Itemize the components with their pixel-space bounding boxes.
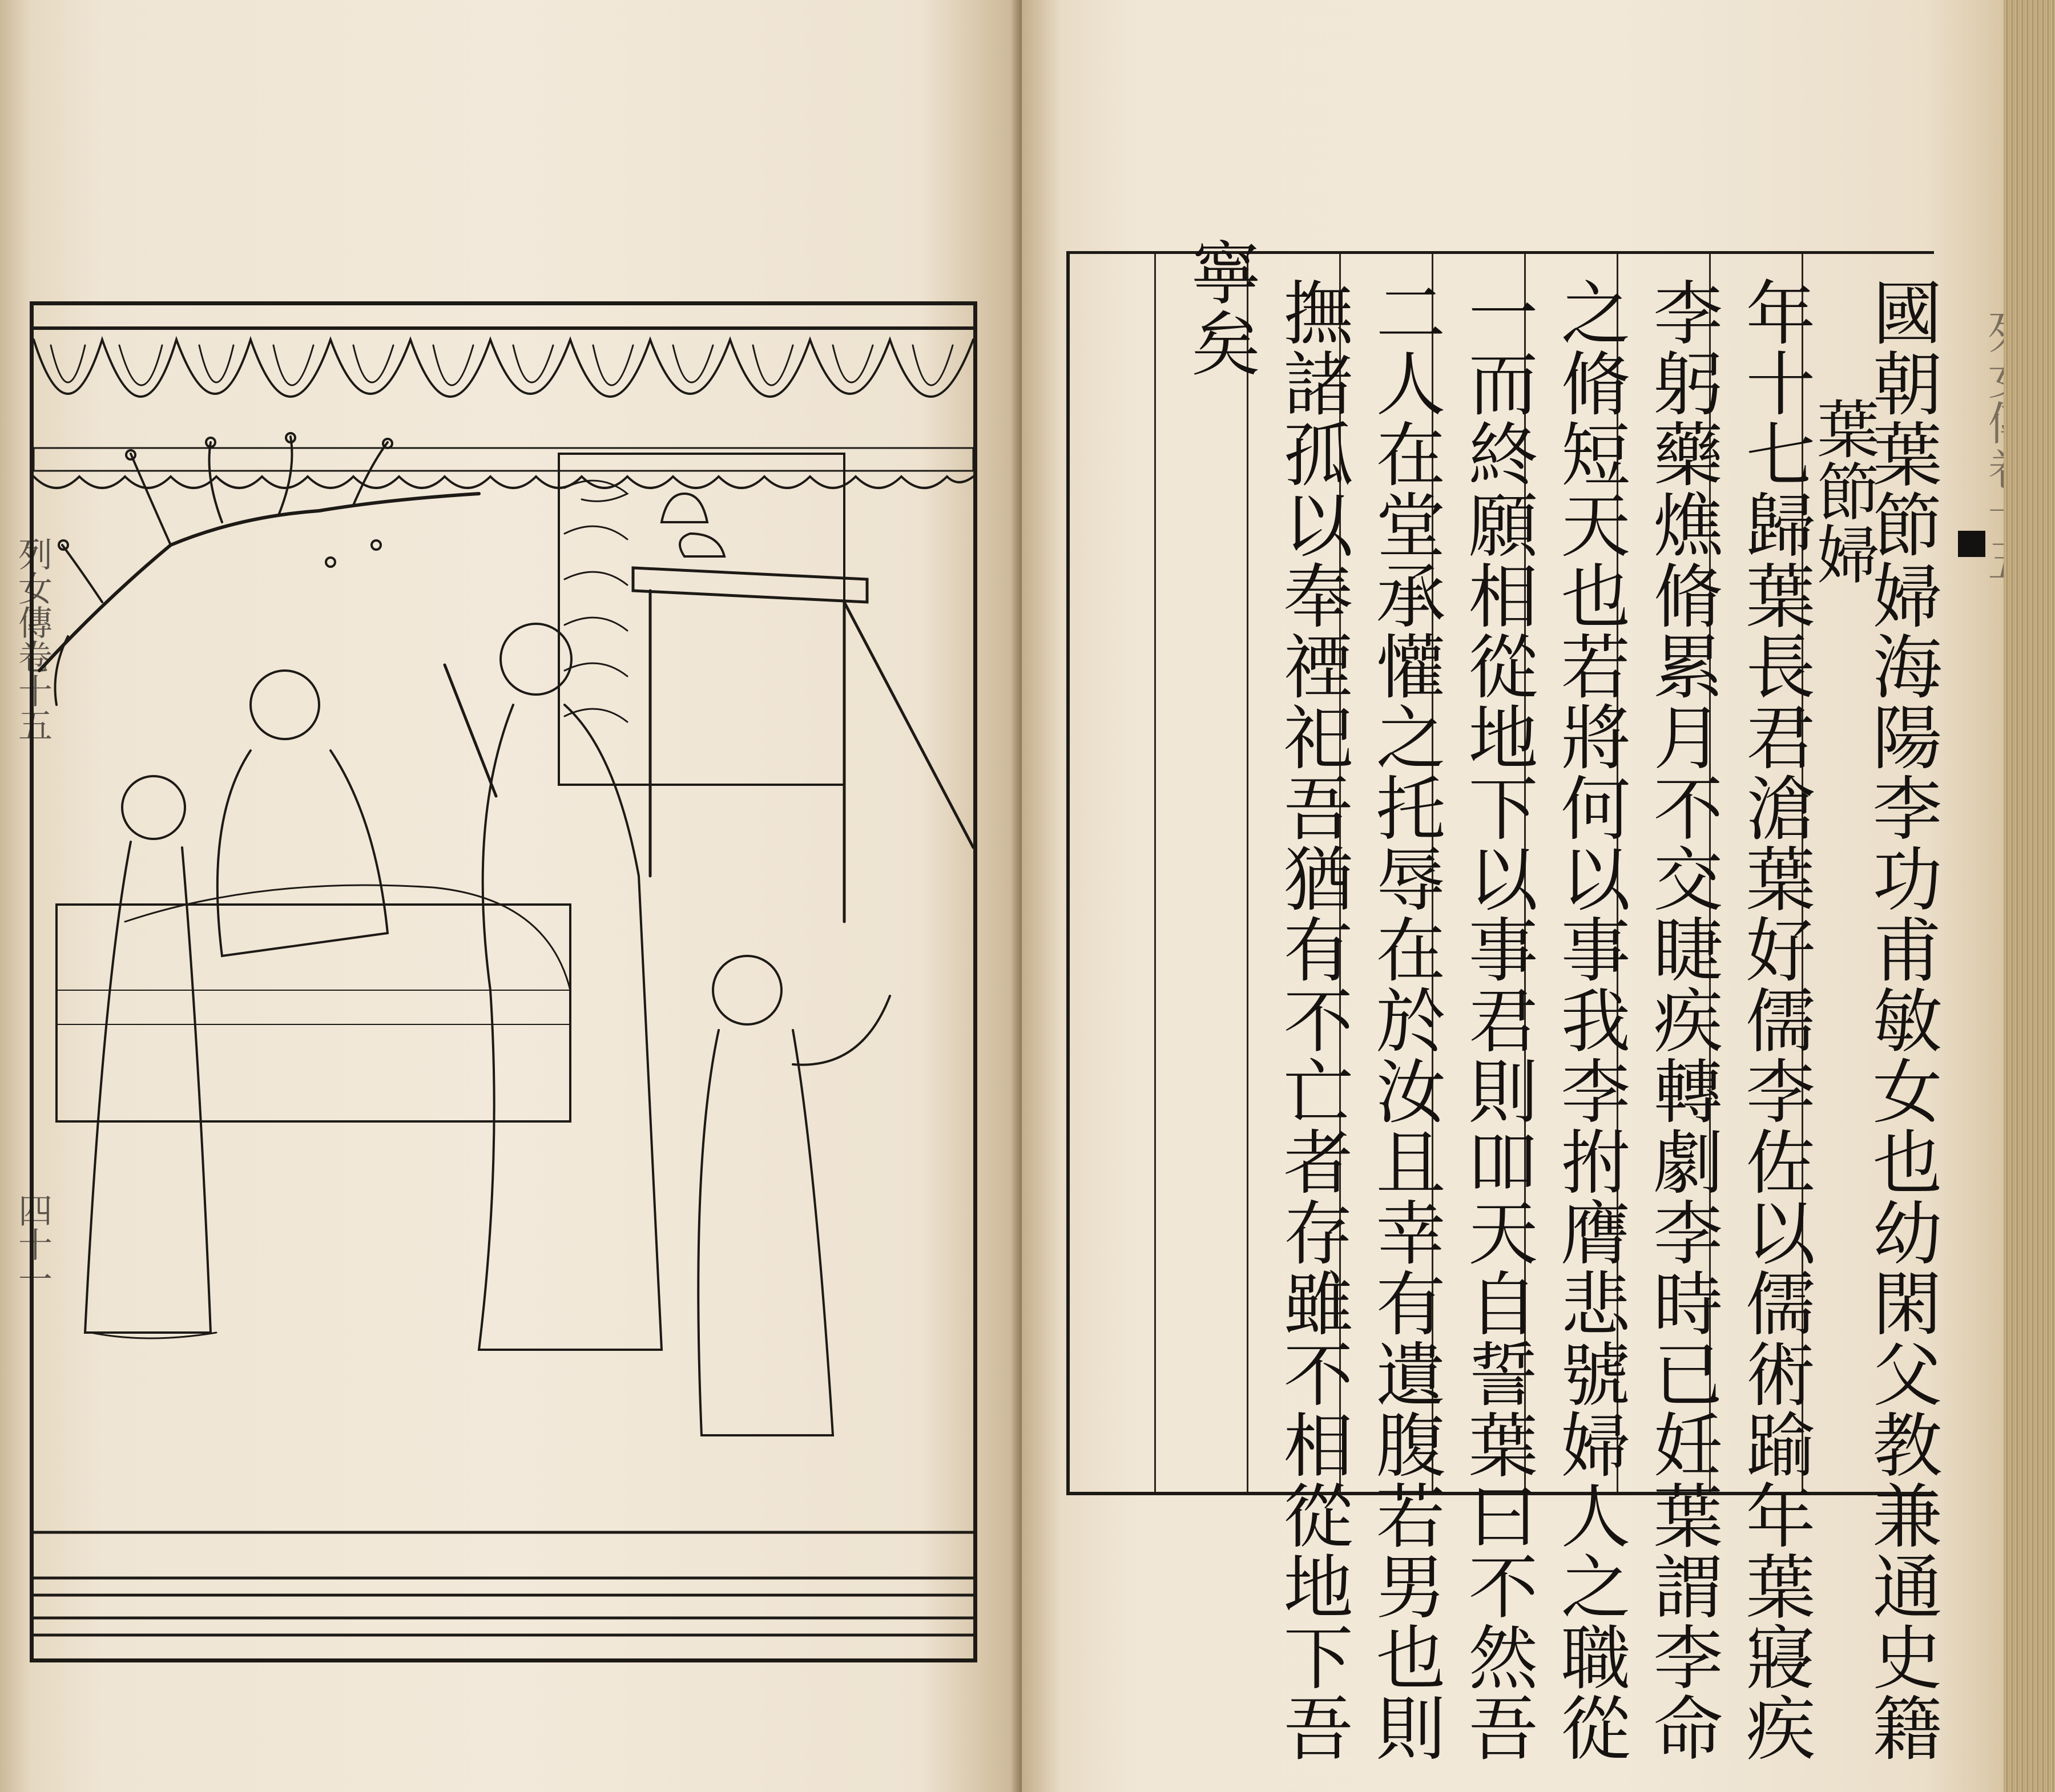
figure-child: [698, 956, 890, 1435]
text-column-5: 一而終願相從地下以事君則吅天自誓葉曰不然吾: [1457, 277, 1538, 1763]
text-frame: [1066, 237, 1942, 1763]
screen-and-table: [559, 454, 973, 922]
illustration-frame: [30, 301, 977, 1662]
text-column-4: 之脩短天也若將何以事我李拊膺悲號婦人之職從: [1549, 277, 1630, 1763]
text-column-2: 年十七歸葉長君滄葉好儒李佐以儒術踰年葉寢疾: [1734, 277, 1815, 1763]
left-page: [0, 0, 1022, 1792]
left-margin-folio: 四十一: [13, 1193, 53, 1295]
curtain-valance: [34, 328, 973, 488]
text-column-8: 寧矣: [1179, 237, 1260, 378]
page-edge: [2004, 0, 2055, 1792]
plum-branch: [39, 433, 479, 705]
figure-standing-woman: [445, 624, 662, 1350]
figure-left-attendant: [85, 776, 216, 1338]
heading: 葉節婦: [1807, 397, 1880, 585]
left-margin-title: 列女傳卷十五: [13, 536, 53, 742]
figure-reclining-woman: [217, 671, 388, 956]
right-page: [1022, 0, 2004, 1792]
text-column-7: 撫諸孤以奉禋祀吾猶有不亡者存雖不相從地下吾: [1272, 277, 1353, 1763]
text-column-3: 李躬藥燋脩累月不交睫疾轉劇李時已妊葉謂李命: [1642, 277, 1723, 1763]
woodblock-illustration: [34, 305, 973, 1658]
text-column-1: 國朝葉節婦海陽李功甫敏女也幼閑父教兼通史籍: [1861, 277, 1942, 1763]
floor-steps: [34, 1532, 973, 1635]
text-column-6: 二人在堂承懽之托辱在於汝且幸有遺腹若男也則: [1364, 277, 1445, 1763]
